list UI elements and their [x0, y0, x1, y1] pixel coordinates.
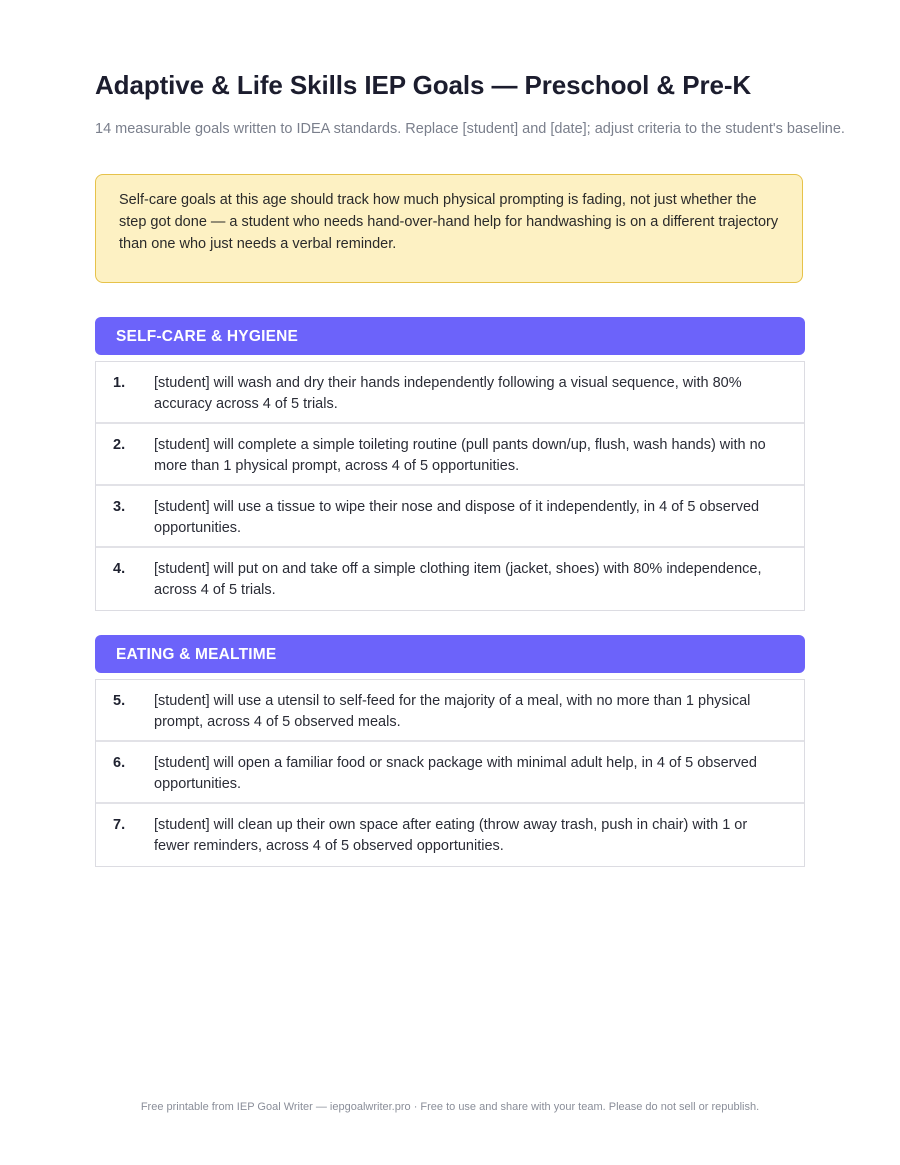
goal-text: [student] will use a tissue to wipe their nose and dispose of it independently, in 4 of 5 observed opportunities.	[154, 499, 760, 536]
guidance-note: Self-care goals at this age should track how much physical prompting is fading, not just whether the step got done — a student who needs hand-over-hand help for handwashing is on a different trajectory than one who just needs a verbal reminder.	[95, 174, 803, 283]
goal-text: [student] will complete a simple toileting routine (pull pants down/up, flush, wash hands) with no more than 1 physical prompt, across 4 of 5 opportunities.	[154, 437, 766, 474]
goal-text: [student] will use a utensil to self-feed for the majority of a meal, with no more than 1 physical prompt, across 4 of 5 observed meals.	[154, 693, 751, 730]
goal-text: [student] will open a familiar food or snack package with minimal adult help, in 4 of 5 observed opportunities.	[154, 755, 757, 792]
goal-number: 5.	[113, 693, 126, 709]
page-subtitle: 14 measurable goals written to IDEA standards. Replace [student] and [date]; adjust criteria to the student's baseline.	[95, 121, 845, 137]
goal-item	[96, 742, 804, 804]
goal-text: [student] will clean up their own space after eating (throw away trash, push in chair) with 1 or fewer reminders, across 4 of 5 observed opportunities.	[154, 817, 748, 854]
goal-number: 6.	[113, 755, 126, 771]
goal-number: 2.	[113, 437, 126, 453]
goal-text: [student] will put on and take off a simple clothing item (jacket, shoes) with 80% independence, across 4 of 5 trials.	[154, 561, 762, 598]
page-footer: Free printable from IEP Goal Writer — iepgoalwriter.pro · Free to use and share with your team. Please do not sell or republish.	[140, 1101, 760, 1113]
goal-item	[96, 486, 804, 548]
goal-number: 3.	[113, 499, 126, 515]
goal-item	[96, 680, 804, 742]
goal-list	[95, 361, 805, 611]
page-title: Adaptive & Life Skills IEP Goals — Preschool & Pre-K	[95, 70, 752, 100]
goal-item	[96, 804, 804, 867]
section-header: EATING & MEALTIME	[95, 635, 805, 673]
goal-item	[96, 362, 804, 424]
goal-number: 7.	[113, 817, 126, 833]
section-header: SELF-CARE & HYGIENE	[95, 317, 805, 355]
goal-item	[96, 548, 804, 611]
goal-number: 4.	[113, 561, 126, 577]
goal-number: 1.	[113, 375, 126, 391]
section-eating-mealtime	[95, 635, 805, 867]
section-self-care-hygiene	[95, 317, 805, 611]
goal-list	[95, 679, 805, 867]
goal-text: [student] will wash and dry their hands independently following a visual sequence, with 80% accuracy across 4 of 5 trials.	[154, 375, 742, 412]
goal-item	[96, 424, 804, 486]
